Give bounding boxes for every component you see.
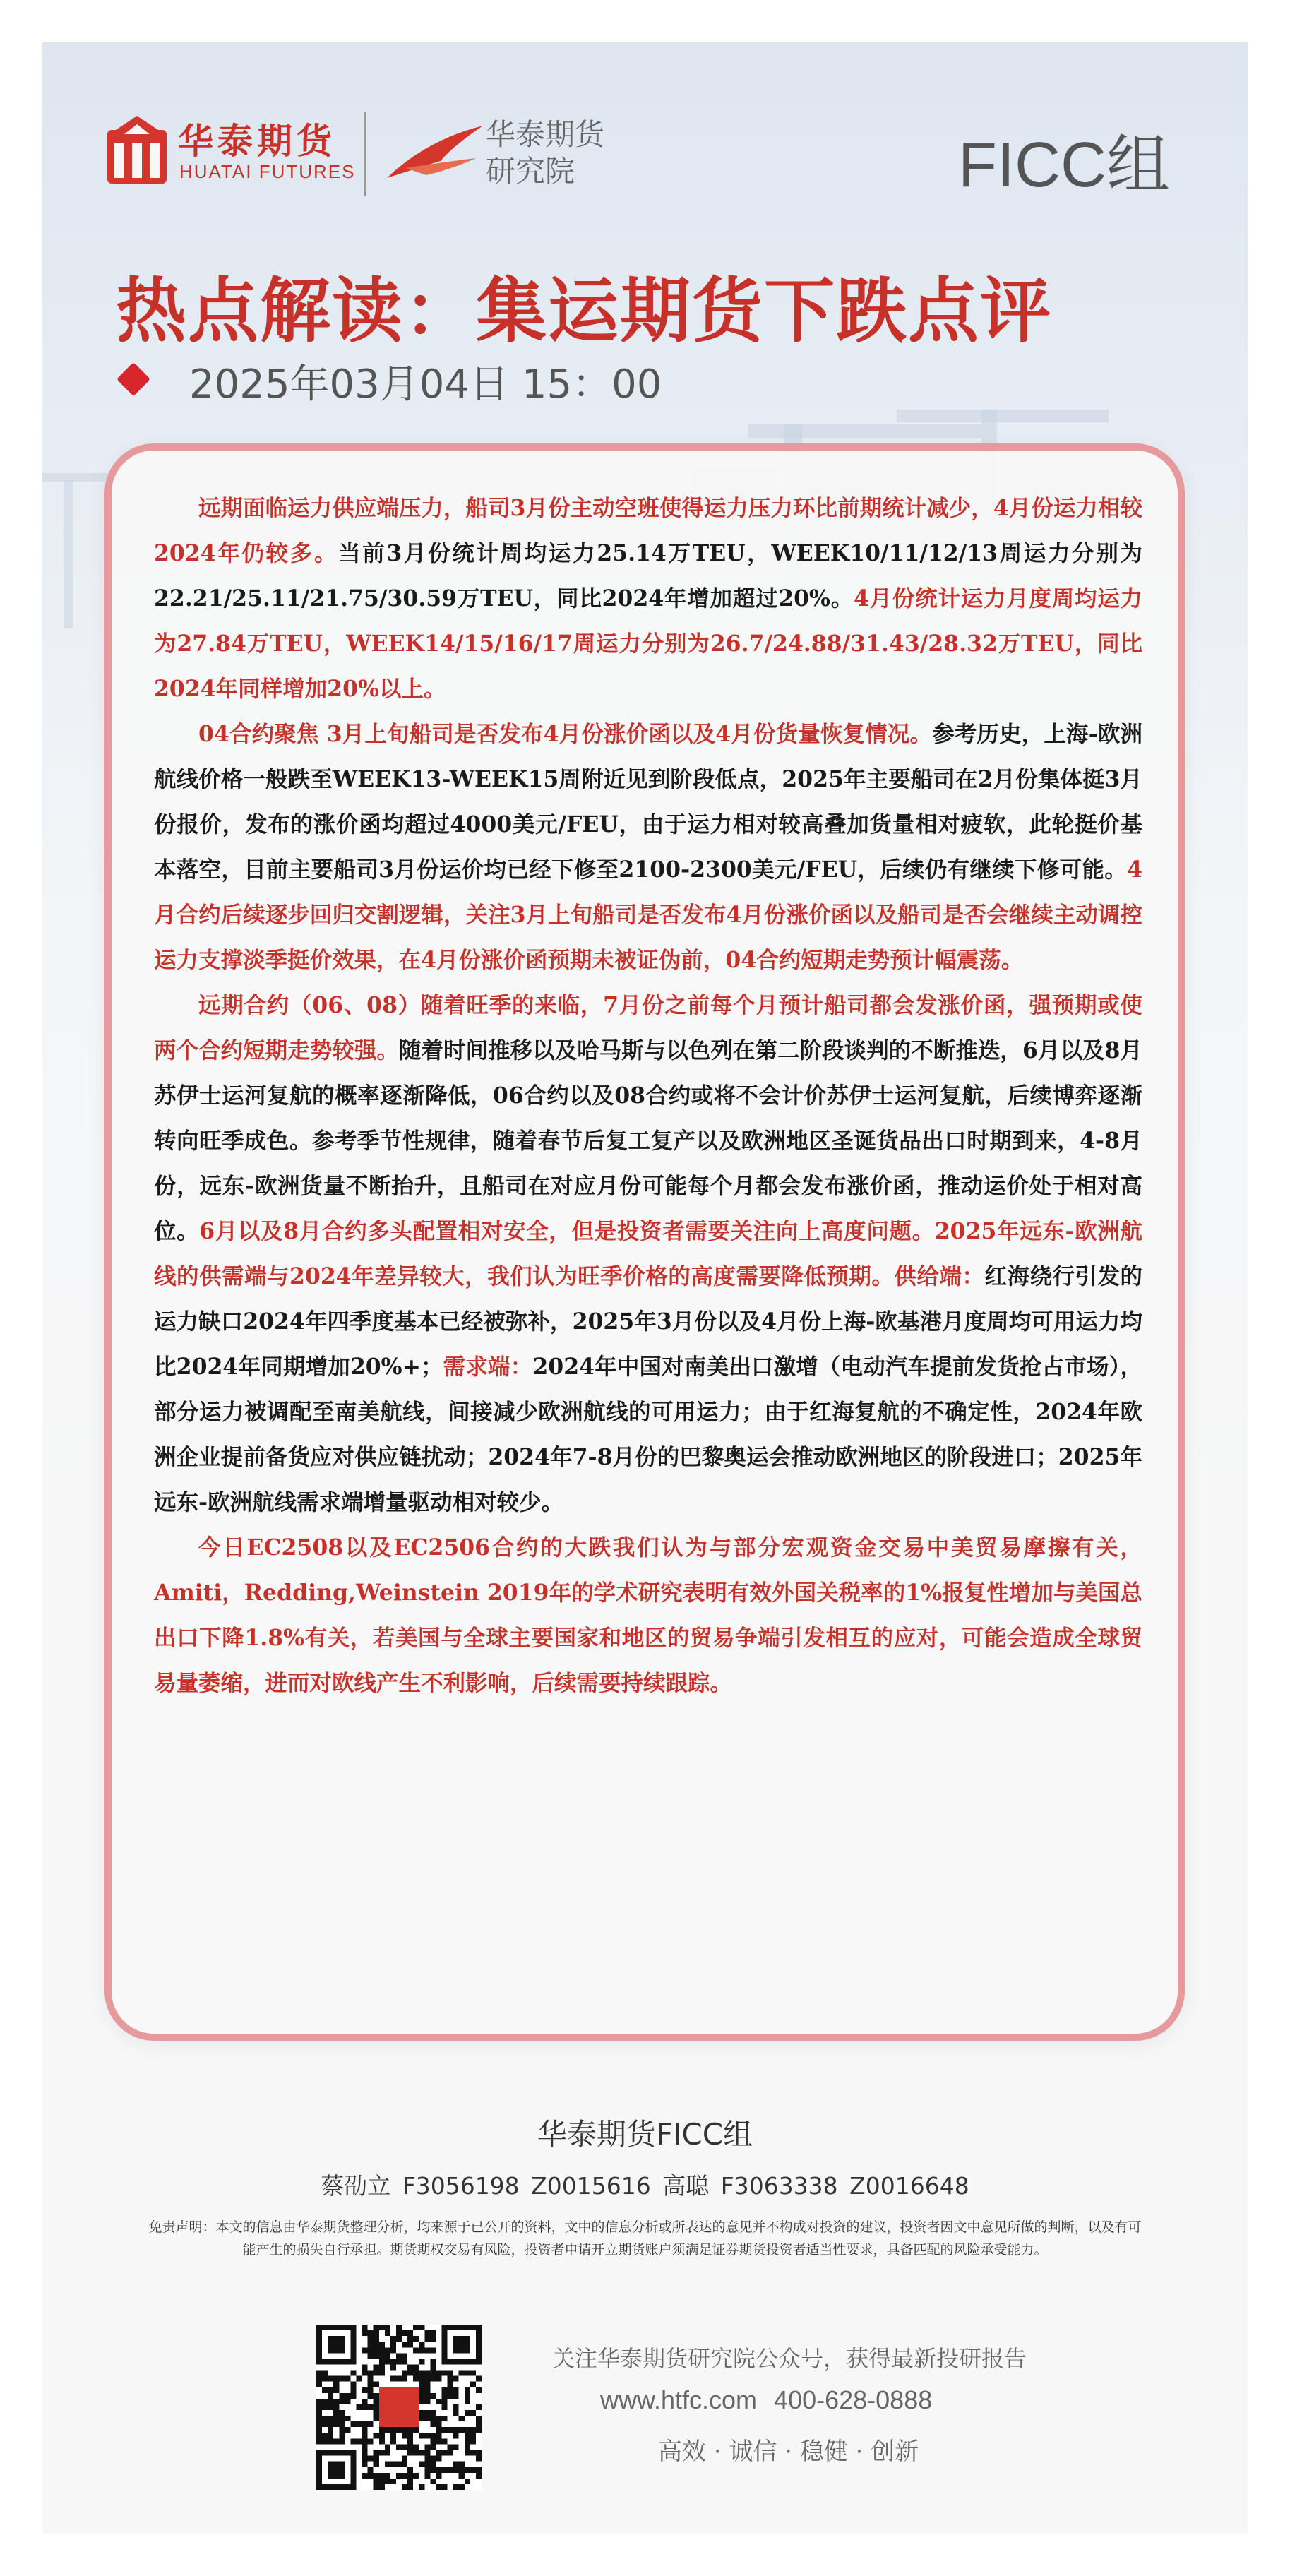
report-poster — [42, 42, 1248, 2534]
article-body — [154, 486, 1142, 1706]
text-segment: 红海绕行引发的运力缺口2024年四季度基本已经被弥补，2025年3月份以及4月份上海-欧基港月度周均可用运力均比2024年同期增加20%+； — [154, 1263, 1142, 1380]
text-segment: 当前3月份统计周均运力25.14万TEU，WEEK10/11/12/13周运力分别为22.21/25.11/21.75/30.59万TEU，同比2024年增加超过20%。 — [154, 540, 1142, 612]
disclaimer: 免责声明：本文的信息由华泰期货整理分析，均来源于已公开的资料，文中的信息分析或所表达的意见并不构成对投资的建议，投资者因文中意见所做的判断，以及有可能产生的损失自行承担。期货期权交易有风险，投资者申请开立期货账户须满足证券期货投资者适当性要求，具备匹配的风险承受能力。 — [148, 2219, 1142, 2258]
text-segment: 6月以及8月合约多头配置相对安全，但是投资者需要关注向上高度问题。2025年远东-欧洲航线的供需端与2024年差异较大，我们认为旺季价格的高度需要降低预期。供给端： — [154, 1218, 1142, 1289]
content-card — [104, 443, 1185, 2041]
logo-divider — [364, 112, 366, 196]
page-title: 热点解读：集运期货下跌点评 — [116, 270, 1052, 352]
text-segment: 4月份统计运力月度周均运力为27.84万TEU，WEEK14/15/16/17周运力分别为26.7/24.88/31.43/28.32万TEU，同比2024年同样增加20%以上。 — [154, 585, 1142, 702]
qr-code[interactable] — [316, 2325, 482, 2490]
follow-prompt: 关注华泰期货研究院公众号，获得最新投研报告 — [552, 2345, 1027, 2372]
group-tag: FICC组 — [958, 130, 1170, 201]
publish-date: 2025年03月04日 15：00 — [189, 362, 662, 407]
paragraph — [154, 486, 1142, 712]
research-institute-logo-icon — [384, 119, 490, 186]
text-segment: 04合约聚焦 3月上旬船司是否发布4月份涨价函以及4月份货量恢复情况。 — [198, 721, 933, 747]
text-segment: 远期合约（06、08）随着旺季的来临，7月份之前每个月预计船司都会发涨价函，强预期或使两个合约短期走势较强。 — [154, 992, 1142, 1063]
website-phone[interactable]: www.htfc.com 400-628-0888 — [600, 2385, 933, 2414]
institute-name-line2: 研究院 — [486, 154, 575, 189]
text-segment: 需求端： — [443, 1354, 533, 1380]
text-segment: 随着时间推移以及哈马斯与以色列在第二阶段谈判的不断推迭，6月以及8月苏伊士运河复航的概率逐渐降低，06合约以及08合约或将不会计价苏伊士运河复航，后续博弈逐渐转向旺季成色。参考季节性规律，随着春节后复工复产以及欧洲地区圣诞货品出口时期到来，4-8月份，远东-欧洲货量不断抬升，且船司在对应月份可能每个月都会发布涨价函，推动运价处于相对高位。 — [154, 1037, 1142, 1244]
text-segment: 参考历史，上海-欧洲航线价格一般跌至WEEK13-WEEK15周附近见到阶段低点，2025年主要船司在2月份集体挺3月份报价，发布的涨价函均超过4000美元/FEU，由于运力相对较高叠加货量相对疲软，此轮挺价基本落空，目前主要船司3月份运价均已经下修至2100-2300美元/FEU，后续仍有继续下修可能。 — [154, 721, 1142, 883]
text-segment: 远期面临运力供应端压力，船司3月份主动空班使得运力压力环比前期统计减少，4月份运力相较2024年仍较多。 — [154, 495, 1142, 566]
paragraph — [154, 983, 1142, 1525]
text-segment: 4月合约后续逐步回归交割逻辑，关注3月上旬船司是否发布4月份涨价函以及船司是否会继续主动调控运力支撑淡季挺价效果，在4月份涨价函预期未被证伪前，04合约短期走势预计幅震荡。 — [154, 857, 1142, 973]
company-name-cn: 华泰期货 — [178, 121, 336, 162]
text-segment: 2024年中国对南美出口激增（电动汽车提前发货抢占市场），部分运力被调配至南美航线，间接减少欧洲航线的可用运力；由于红海复航的不确定性，2024年欧洲企业提前备货应对供应链扰动；2024年7-8月份的巴黎奥运会推动欧洲地区的阶段进口；2025年远东-欧洲航线需求端增量驱动相对较少。 — [154, 1354, 1142, 1515]
company-name-en: HUATAI FUTURES — [179, 161, 356, 182]
institute-name-line1: 华泰期货 — [486, 117, 605, 152]
text-segment: 今日EC2508以及EC2506合约的大跌我们认为与部分宏观资金交易中美贸易摩擦有关，Amiti，Redding,Weinstein 2019年的学术研究表明有效外国关税率的1%报复性增加与美国总出口下降1.8%有关，若美国与全球主要国家和地区的贸易争端引发相互的应对，可能会造成全球贸易量萎缩，进而对欧线产生不利影响，后续需要持续跟踪。 — [154, 1534, 1142, 1696]
slogan: 高效 · 诚信 · 稳健 · 创新 — [658, 2438, 919, 2466]
paragraph — [154, 1525, 1142, 1706]
paragraph — [154, 712, 1142, 983]
footer-team: 华泰期货FICC组 — [537, 2117, 753, 2152]
footer-analysts: 蔡劭立 F3056198 Z0015616 高聪 F3063338 Z0016648 — [321, 2172, 969, 2200]
huatai-logo-icon — [107, 116, 167, 184]
